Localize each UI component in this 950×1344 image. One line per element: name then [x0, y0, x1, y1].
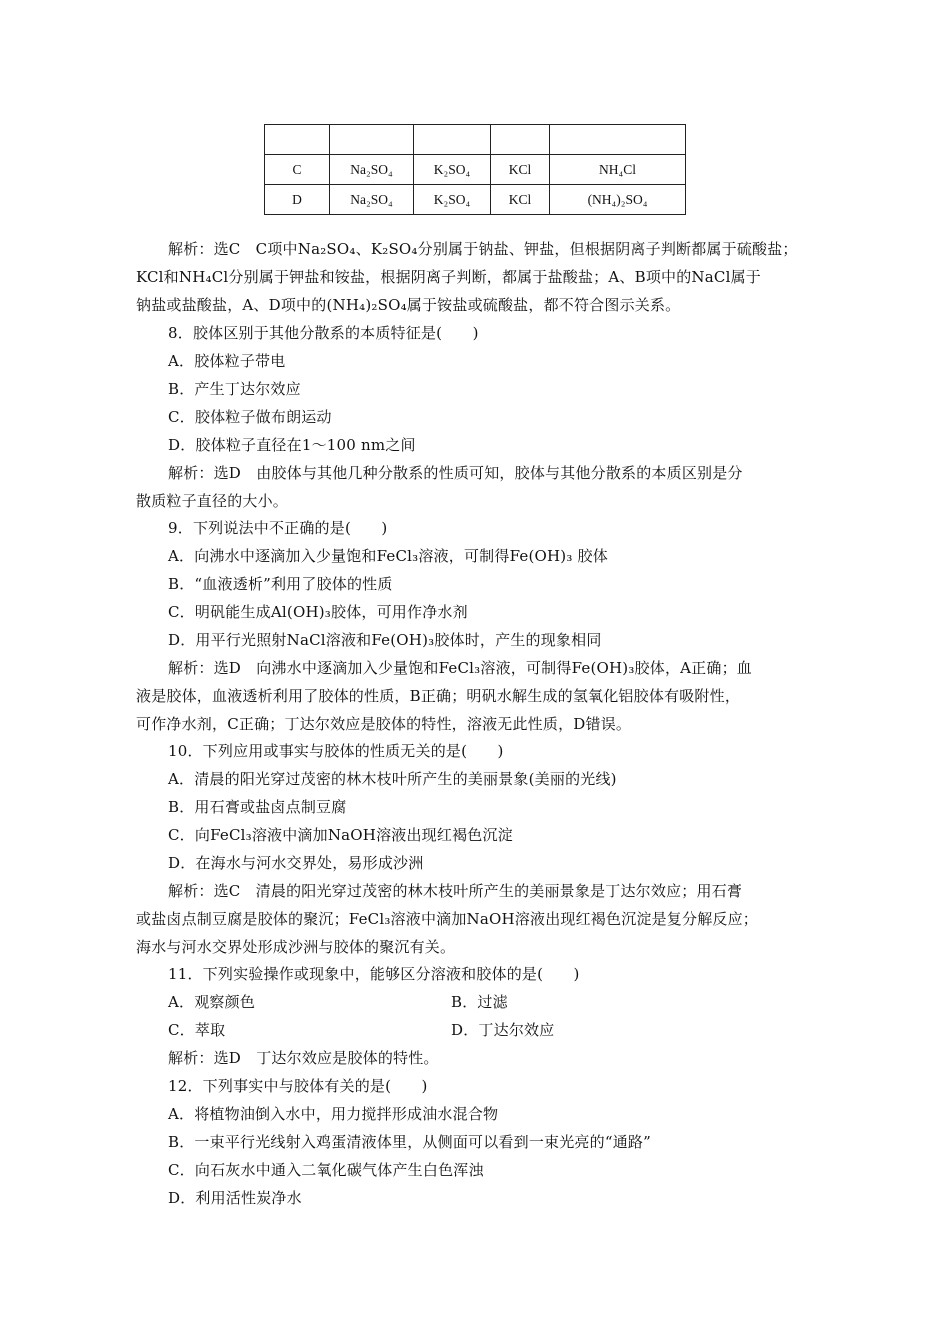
question-stem: 11．下列实验操作或现象中，能够区分溶液和胶体的是( ): [168, 965, 580, 983]
table-cell: KCl: [491, 155, 550, 185]
option-c: C．胶体粒子做布朗运动: [168, 408, 332, 426]
analysis-text: 解析：选D 丁达尔效应是胶体的特性。: [168, 1049, 439, 1067]
option-d: D．用平行光照射NaCl溶液和Fe(OH)₃胶体时，产生的现象相同: [168, 631, 602, 649]
analysis-text: 解析：选C 清晨的阳光穿过茂密的林木枝叶所产生的美丽景象是丁达尔效应；用石膏: [168, 882, 743, 900]
table-row: [265, 185, 686, 215]
analysis-text: 解析：选D 由胶体与其他几种分散系的性质可知，胶体与其他分散系的本质区别是分: [168, 464, 743, 482]
analysis-text: 解析：选D 向沸水中逐滴加入少量饱和FeCl₃溶液，可制得Fe(OH)₃胶体，A正确；血: [168, 659, 752, 677]
table-cell: Na₂SO₄: [330, 155, 414, 185]
table-cell: (NH₄)₂SO₄: [550, 185, 686, 215]
table-cell: K₂SO₄: [414, 185, 491, 215]
table-cell: [550, 125, 686, 155]
table-row: [265, 125, 686, 155]
option-a: A．胶体粒子带电: [168, 352, 286, 370]
option-d: D．丁达尔效应: [451, 1021, 555, 1039]
option-c: C．向石灰水中通入二氧化碳气体产生白色浑浊: [168, 1161, 484, 1179]
option-row: [168, 992, 828, 1012]
table-cell: [414, 125, 491, 155]
table-cell: [330, 125, 414, 155]
option-d: D．利用活性炭净水: [168, 1189, 302, 1207]
option-b: B．过滤: [451, 993, 508, 1011]
option-a: A．向沸水中逐滴加入少量饱和FeCl₃溶液，可制得Fe(OH)₃ 胶体: [168, 547, 608, 565]
option-a: A．清晨的阳光穿过茂密的林木枝叶所产生的美丽景象(美丽的光线): [168, 770, 617, 788]
option-row: [168, 1020, 828, 1040]
table-cell: K₂SO₄: [414, 155, 491, 185]
table-cell: Na₂SO₄: [330, 185, 414, 215]
question-stem: 10．下列应用或事实与胶体的性质无关的是( ): [168, 742, 504, 760]
table-cell: D: [265, 185, 330, 215]
option-b: B．一束平行光线射入鸡蛋清液体里，从侧面可以看到一束光亮的“通路”: [168, 1133, 651, 1151]
option-d: D．胶体粒子直径在1～100 nm之间: [168, 436, 416, 454]
table-cell: [491, 125, 550, 155]
analysis-text: 解析：选C C项中Na₂SO₄、K₂SO₄分别属于钠盐、钾盐，但根据阴离子判断都属于硫酸盐；: [168, 240, 798, 258]
analysis-text: 或盐卤点制豆腐是胶体的聚沉；FeCl₃溶液中滴加NaOH溶液出现红褐色沉淀是复分解反应；: [136, 910, 759, 928]
analysis-text: 钠盐或盐酸盐，A、D项中的(NH₄)₂SO₄属于铵盐或硫酸盐，都不符合图示关系。: [136, 296, 681, 314]
analysis-text: 海水与河水交界处形成沙洲与胶体的聚沉有关。: [136, 938, 456, 956]
question-stem: 12．下列事实中与胶体有关的是( ): [168, 1077, 428, 1095]
analysis-text: 液是胶体，血液透析利用了胶体的性质，B正确；明矾水解生成的氢氧化铝胶体有吸附性，: [136, 687, 741, 705]
option-b: B．用石膏或盐卤点制豆腐: [168, 798, 347, 816]
analysis-text: 散质粒子直径的大小。: [136, 492, 289, 510]
option-c: C．向FeCl₃溶液中滴加NaOH溶液出现红褐色沉淀: [168, 826, 513, 844]
table-cell: C: [265, 155, 330, 185]
option-b: B．“血液透析”利用了胶体的性质: [168, 575, 393, 593]
analysis-text: 可作净水剂，C正确；丁达尔效应是胶体的特性，溶液无此性质，D错误。: [136, 715, 632, 733]
question-stem: 8．胶体区别于其他分散系的本质特征是( ): [168, 324, 479, 342]
table-cell: [265, 125, 330, 155]
option-c: C．明矾能生成Al(OH)₃胶体，可用作净水剂: [168, 603, 468, 621]
option-c: C．萃取: [168, 1021, 226, 1039]
table-row: [265, 155, 686, 185]
options-table: [264, 124, 686, 215]
question-stem: 9．下列说法中不正确的是( ): [168, 519, 388, 537]
option-d: D．在海水与河水交界处，易形成沙洲: [168, 854, 424, 872]
table-cell: NH₄Cl: [550, 155, 686, 185]
analysis-text: KCl和NH₄Cl分别属于钾盐和铵盐，根据阴离子判断，都属于盐酸盐；A、B项中的NaCl属于: [136, 268, 761, 286]
option-b: B．产生丁达尔效应: [168, 380, 301, 398]
option-a: A．观察颜色: [168, 993, 256, 1011]
table-cell: KCl: [491, 185, 550, 215]
option-a: A．将植物油倒入水中，用力搅拌形成油水混合物: [168, 1105, 499, 1123]
